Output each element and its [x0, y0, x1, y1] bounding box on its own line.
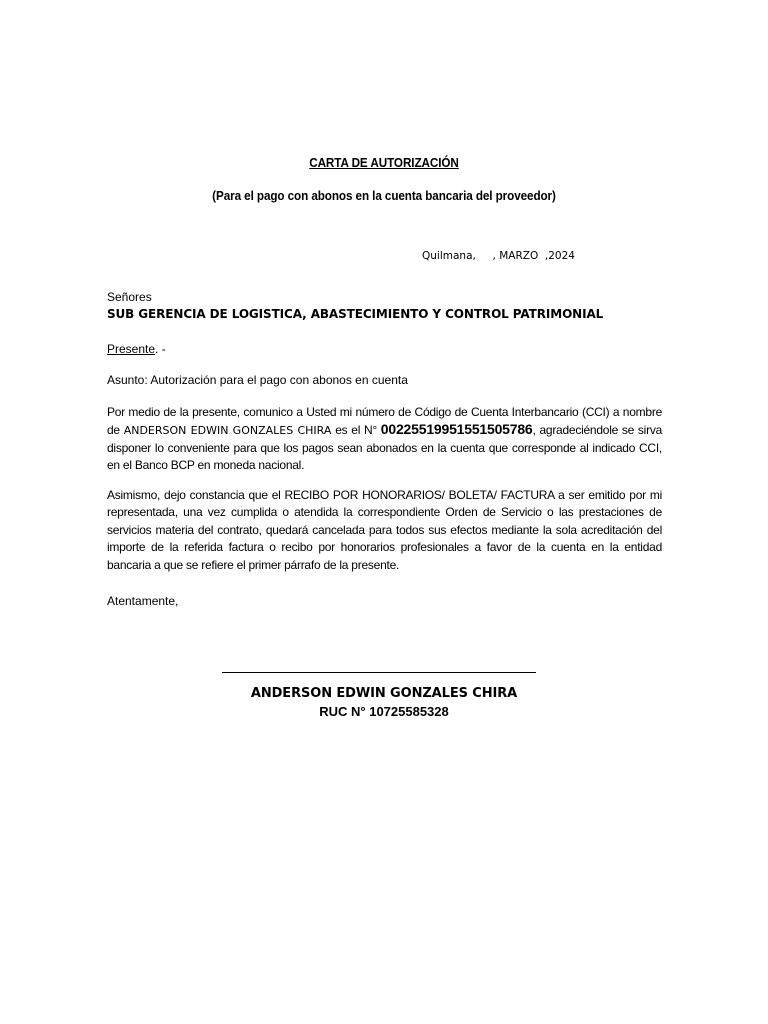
body1-text-a: Por medio de la presente, comunico a Usted mi número de Código de Cuenta Interbancario (CCI) a nombre de — [107, 405, 662, 438]
signature-name: ANDERSON EDWIN GONZALES CHIRA — [250, 686, 518, 701]
date-line: Quilmana, , MARZO ,2024 — [422, 250, 575, 262]
recipient-department: SUB GERENCIA DE LOGISTICA, ABASTECIMIENTO Y CONTROL PATRIMONIAL — [107, 307, 604, 321]
presente-suffix: . - — [155, 342, 166, 356]
signature-line — [222, 672, 536, 673]
letter-title: CARTA DE AUTORIZACIÓN — [309, 155, 459, 170]
subject-line: Asunto: Autorización para el pago con abonos en cuenta — [107, 373, 408, 387]
letter-subtitle: (Para el pago con abonos en la cuenta bancaria del proveedor) — [212, 188, 556, 203]
signature-ruc: RUC N° 10725585328 — [319, 704, 449, 719]
closing: Atentamente, — [107, 594, 179, 608]
presente-label: Presente — [107, 342, 156, 356]
presente-line — [107, 341, 166, 358]
body1-text-b: es el N° — [331, 423, 381, 438]
body1-text-c: , agradeciéndole se sirva disponer lo conveniente para que los pagos sean abonados en la cuenta que corresponde al indicado CCI, en el Banco BCP en moneda nacional. — [107, 423, 662, 473]
salutation: Señores — [107, 290, 152, 304]
body1-account-holder: ANDERSON EDWIN GONZALES CHIRA — [123, 424, 332, 438]
body-paragraph-1 — [107, 404, 662, 475]
cci-number: 00225519951551505786 — [380, 421, 533, 438]
body-paragraph-2: Asimismo, dejo constancia que el RECIBO POR HONORARIOS/ BOLETA/ FACTURA a ser emitido por mi representada, una vez cumplida o atendida la correspondiente Orden de Servicio o las prestaciones de servicios materia del contrato, quedará cancelada para todos sus efectos mediante la sola acreditación del importe de la referida factura o recibo por honorarios profesionales a favor de la cuenta en la entidad bancaria a que se refiere el primer párrafo de la presente. — [107, 488, 662, 572]
